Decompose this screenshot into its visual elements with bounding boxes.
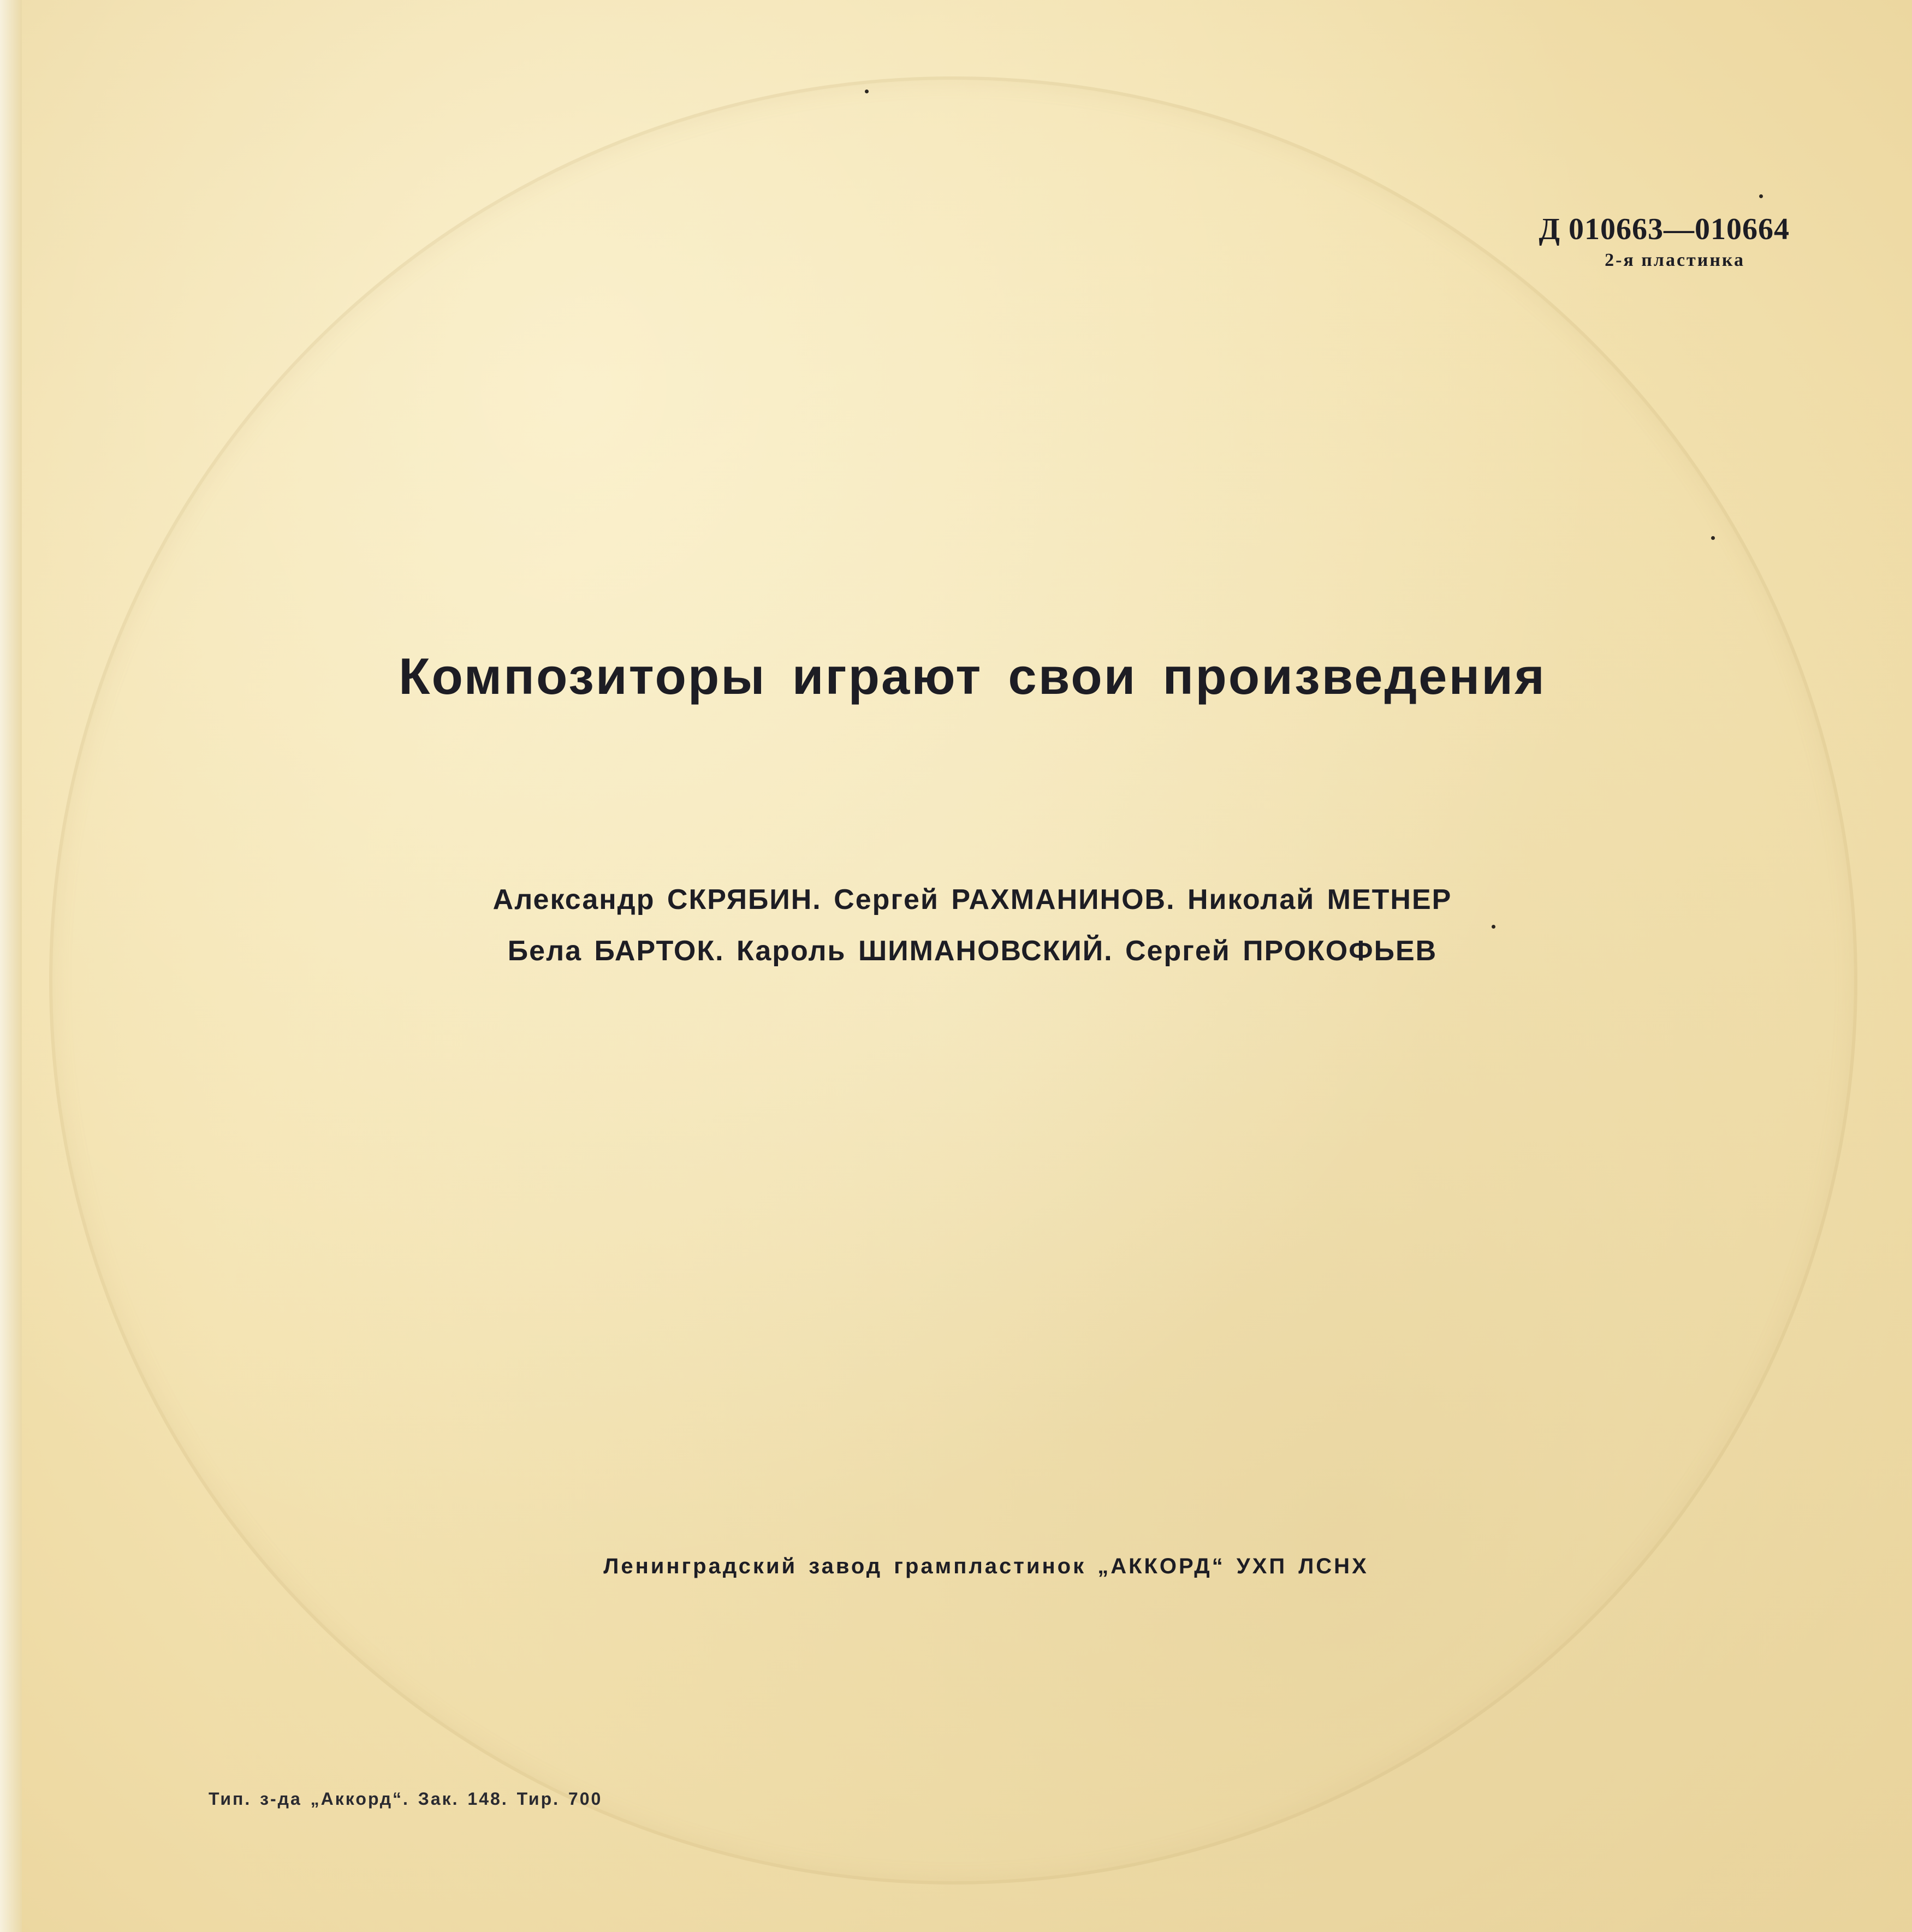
manufacturer-label: Ленинградский завод грампластинок „АККОРД“ УХП ЛСНХ bbox=[603, 1554, 1369, 1578]
album-title: Композиторы играют свои произведения bbox=[399, 647, 1546, 705]
disc-number-label: 2-я пластинка bbox=[1605, 250, 1745, 270]
print-imprint: Тип. з-да „Аккорд“. Зак. 148. Тир. 700 bbox=[209, 1789, 603, 1809]
paper-speck bbox=[1759, 194, 1763, 198]
paper-speck bbox=[1492, 925, 1495, 929]
composers-line-2: Бела БАРТОК. Кароль ШИМАНОВСКИЙ. Сергей ПРОКОФЬЕВ bbox=[507, 935, 1438, 967]
disc-ring-wear bbox=[49, 76, 1857, 1885]
catalog-number: Д 010663—010664 bbox=[1539, 212, 1790, 246]
paper-speck bbox=[865, 90, 869, 93]
composers-line-1: Александр СКРЯБИН. Сергей РАХМАНИНОВ. Николай МЕТНЕР bbox=[492, 884, 1452, 916]
paper-speck bbox=[1711, 536, 1715, 540]
